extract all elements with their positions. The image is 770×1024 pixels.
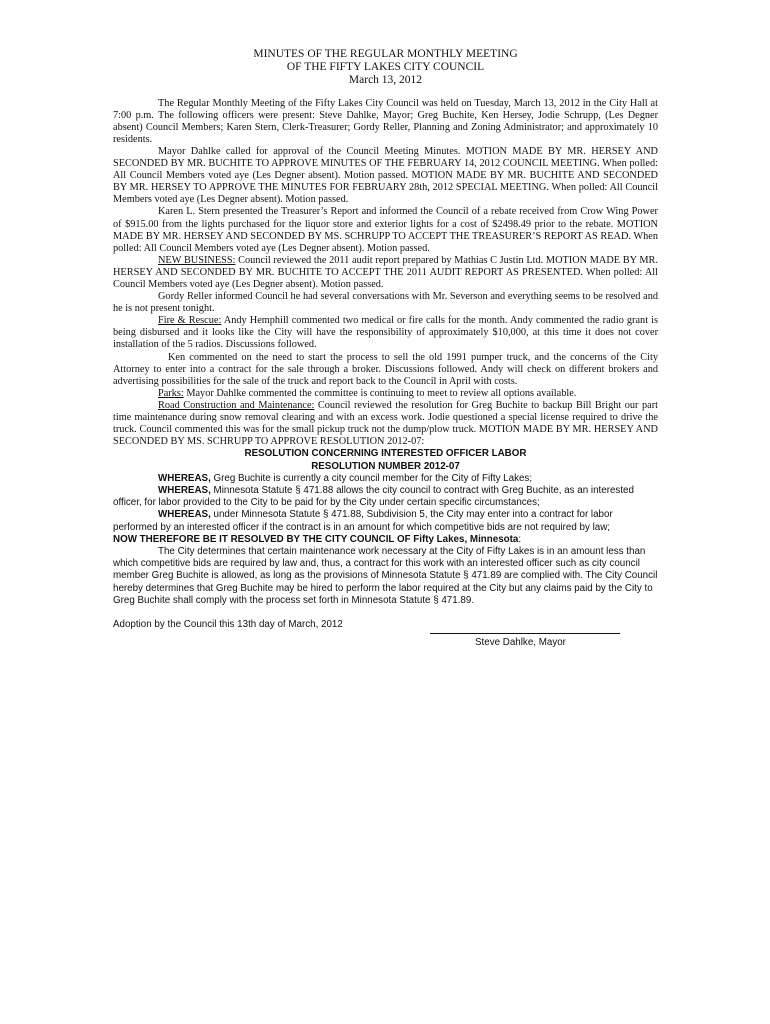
minutes-document bbox=[113, 48, 658, 649]
meeting-date: March 13, 2012 bbox=[348, 74, 423, 87]
signature-line bbox=[430, 633, 620, 634]
paragraph-pumper-truck: Ken commented on the need to start the process to sell the old 1991 pumper truck, and the concerns of the City Attorney to enter into a contract for the sale through a broker. Discussions followed. Andy will check on different brokers and advertising possibilities for the sale of the truck and report back to the Council in April with costs. bbox=[113, 351, 658, 387]
resolved-clause: NOW THEREFORE BE IT RESOLVED BY THE CITY COUNCIL OF Fifty Lakes, Minnesota: bbox=[113, 533, 522, 545]
parks-text: Mayor Dahlke commented the committee is continuing to meet to review all options available. bbox=[183, 387, 577, 399]
whereas-label: WHEREAS, bbox=[158, 472, 211, 484]
title-line-1: MINUTES OF THE REGULAR MONTHLY MEETING bbox=[253, 48, 518, 60]
new-business-text: Council reviewed the 2011 audit report prepared by Mathias C Justin Ltd. MOTION MADE BY MR. HERSEY AND SECONDED BY MR. BUCHITE TO ACCEPT THE 2011 AUDIT REPORT AS PRESENTED. When polled: All Council Members voted aye (Les Degner absent). Motion passed. bbox=[113, 254, 658, 291]
adoption-line: Adoption by the Council this 13th day of March, 2012 bbox=[113, 618, 343, 630]
new-business-heading: NEW BUSINESS: bbox=[158, 254, 236, 266]
paragraph-treasurer-report: Karen L. Stern presented the Treasurer’s Report and informed the Council of a rebate received from Crow Wing Power of $915.00 from the lights purchased for the liquor store and exterior lights for a cost of $2498.49 prior to the rebate. MOTION MADE BY MR. HERSEY AND SECONDED BY MS. SCHRUPP TO ACCEPT THE TREASURER’S REPORT AS READ. When polled: All Council Members voted aye (Les Degner absent). Motion passed. bbox=[113, 206, 658, 254]
resolution-title: RESOLUTION CONCERNING INTERESTED OFFICER LABOR bbox=[244, 448, 527, 460]
document-title bbox=[113, 48, 658, 88]
mayor-signature-name: Steve Dahlke, Mayor bbox=[475, 637, 566, 649]
title-line-2: OF THE FIFTY LAKES CITY COUNCIL bbox=[286, 61, 485, 74]
road-maintenance-text: Council reviewed the resolution for Greg Buchite to backup Bill Bright our part time maintenance during snow removal clearing and with an excess work. Jodie questioned a special license required to drive the truck. Council commented this was for the small pickup truck not the dump/plow truck. MOTION MADE BY MR. HERSEY AND SECONDED BY MS. SCHRUPP TO APPROVE RESOLUTION 2012-07: bbox=[113, 399, 658, 448]
parks-heading: Parks: bbox=[158, 387, 184, 399]
resolution-number: RESOLUTION NUMBER 2012-07 bbox=[311, 460, 460, 472]
paragraph-attendance: The Regular Monthly Meeting of the Fifty Lakes City Council was held on Tuesday, March 13, 2012 in the City Hall at 7:00 p.m. The following officers were present: Steve Dahlke, Mayor; Greg Buchite, Ken Hersey, Jodie Schrupp, (Les Degner absent) Council Members; Karen Stern, Clerk-Treasurer; Gordy Reller, Planning and Zoning Administrator; and approximately 10 residents. bbox=[113, 97, 658, 145]
fire-rescue-heading: Fire & Rescue: bbox=[158, 315, 222, 327]
paragraph-new-business bbox=[113, 255, 658, 291]
road-maintenance-heading: Road Construction and Maintenance: bbox=[158, 399, 315, 411]
fire-rescue-text: Andy Hemphill commented two medical or fire calls for the month. Andy commented the radio grant is being disbursed and it looks like the City will have the responsibility of approximately $10,000, at this time it does not cover installation of the 5 radios. Discussions followed. bbox=[113, 315, 658, 351]
whereas-label: WHEREAS, bbox=[158, 509, 211, 521]
whereas-clause-2: WHEREAS, Minnesota Statute § 471.88 allows the city council to contract with Greg Buchite, as an interested officer, for labor provided to the City to be paid for by the City under certain specific circumstances; bbox=[113, 484, 634, 509]
whereas-clause-3: WHEREAS, under Minnesota Statute § 471.88, Subdivision 5, the City may enter into a contract for labor performed by an interested officer if the contract is in an amount for which competitive bids are not required by law; bbox=[113, 509, 613, 533]
resolution-body: The City determines that certain maintenance work necessary at the City of Fifty Lakes is in an amount less than which competitive bids are required by law and, thus, a contract for this work with an interested officer such as city council member Greg Buchite is allowed, as long as the provisions of Minnesota Statute § 471.89 are complied with. The City Council hereby determines that Greg Buchite may be hired to perform the labor required at the City but any claims paid by the City to Greg Buchite shall comply with the process set forth in Minnesota Statute § 471.89. bbox=[113, 545, 658, 606]
paragraph-minutes-approval: Mayor Dahlke called for approval of the Council Meeting Minutes. MOTION MADE BY MR. HERSEY AND SECONDED BY MR. BUCHITE TO APPROVE MINUTES OF THE FEBRUARY 14, 2012 COUNCIL MEETING. When polled: All Council Members voted aye (Les Degner absent). Motion passed. MOTION MADE BY MR. BUCHITE AND SECONDED BY MR. HERSEY TO APPROVE THE MINUTES FOR FEBRUARY 28th, 2012 SPECIAL MEETING. When polled: All Council Members voted aye (Les Degner absent). Motion passed. bbox=[113, 145, 658, 206]
paragraph-parks bbox=[113, 388, 658, 400]
paragraph-reller: Gordy Reller informed Council he had several conversations with Mr. Severson and everything seems to be resolved and he is not present tonight. bbox=[113, 291, 658, 315]
paragraph-fire-rescue bbox=[113, 315, 658, 351]
whereas-clause-1: WHEREAS, Greg Buchite is currently a city council member for the City of Fifty Lakes; bbox=[158, 472, 533, 484]
whereas-label: WHEREAS, bbox=[158, 484, 211, 496]
paragraph-road-maintenance bbox=[113, 400, 658, 448]
